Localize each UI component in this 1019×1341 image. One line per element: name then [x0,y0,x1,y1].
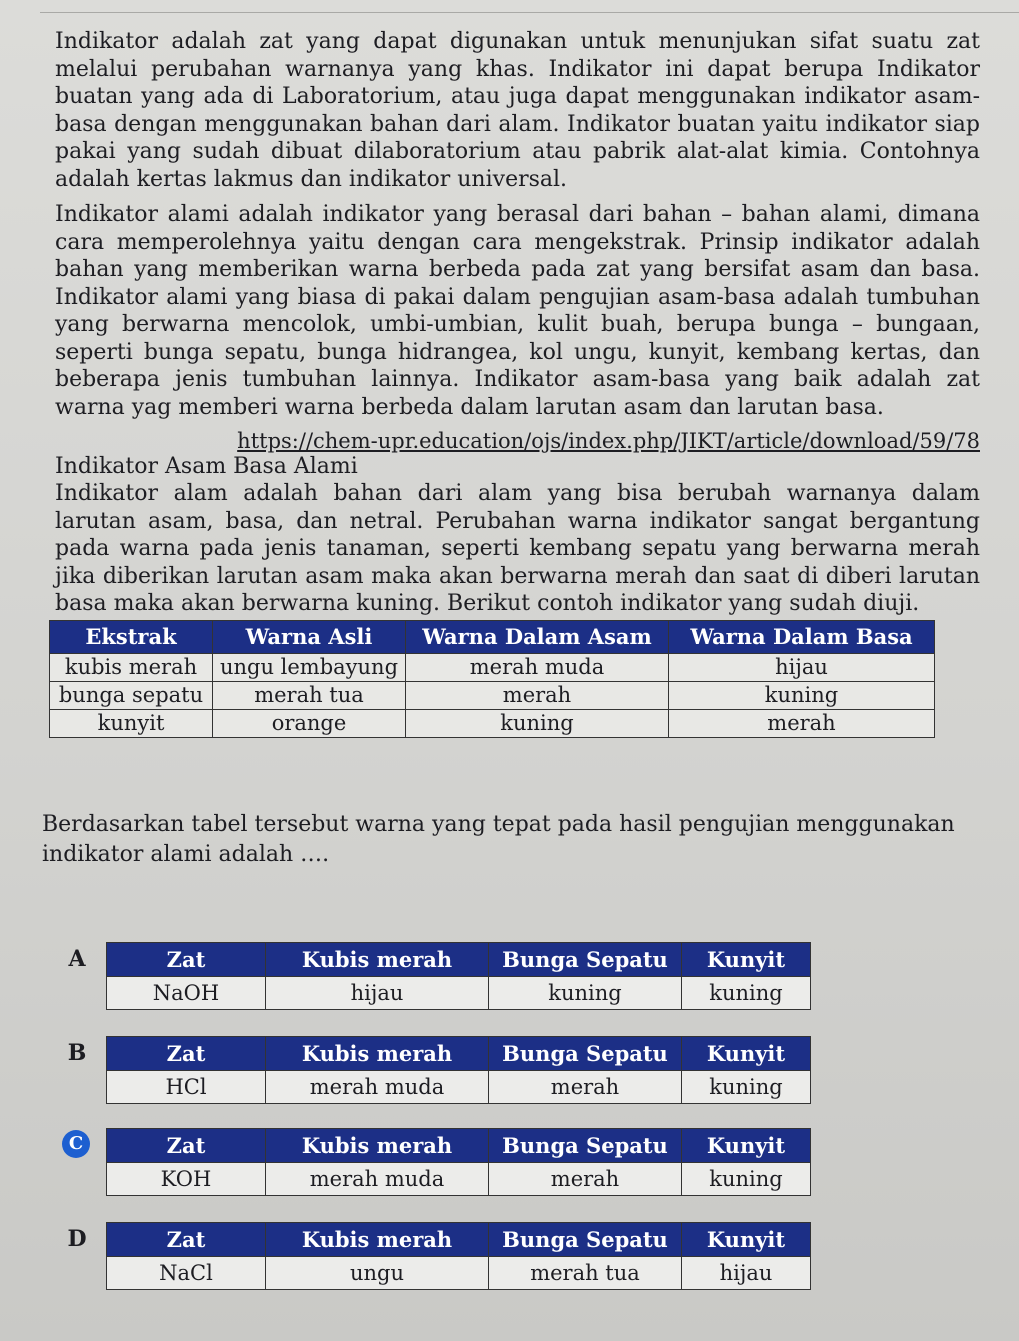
value-bunga-sepatu: kuning [489,977,682,1010]
header-kubis-merah: Kubis merah [266,943,489,977]
header-kunyit: Kunyit [682,1223,811,1257]
header-zat: Zat [107,1223,266,1257]
table-row [50,653,935,681]
value-kunyit: kuning [682,1071,811,1104]
table-header-row [50,620,935,653]
page-top-edge [40,12,1019,13]
paragraph-indikator-alam: Indikator alam adalah bahan dari alam yang bisa berubah warnanya dalam larutan asam, basa, dan netral. Perubahan warna indikator sangat bergantung pada warna pada jenis tanaman, seperti kembang sepatu yang berwarna merah jika diberikan larutan asam maka akan berwarna merah dan saat di diberi larutan basa maka akan berwarna kuning. Berikut contoh indikator yang sudah diuji. [55,481,980,616]
header-kubis-merah: Kubis merah [266,1223,489,1257]
option-letter-selected[interactable]: C [62,1130,90,1158]
option-header-row [107,1037,811,1071]
table-cell: merah [669,709,935,737]
value-bunga-sepatu: merah tua [489,1257,682,1290]
answer-option-a[interactable] [62,942,812,1008]
table-row [50,681,935,709]
option-header-row [107,943,811,977]
option-value-row [107,1257,811,1290]
table-row [50,709,935,737]
table-cell: merah [406,681,669,709]
header-zat: Zat [107,943,266,977]
value-zat: KOH [107,1163,266,1196]
header-kunyit: Kunyit [682,943,811,977]
option-letter[interactable]: A [68,946,86,972]
option-table [106,1222,811,1290]
header-warna-asam: Warna Dalam Asam [406,620,669,653]
value-kubis-merah: merah muda [266,1163,489,1196]
value-bunga-sepatu: merah [489,1071,682,1104]
paragraph-indikator-alami: Indikator alami adalah indikator yang berasal dari bahan – bahan alami, dimana cara memperolehnya yaitu dengan cara mengekstrak. Prinsip indikator adalah bahan yang memberikan warna berbeda pada zat yang bersifat asam dan basa. Indikator alami yang biasa di pakai dalam pengujian asam-basa adalah tumbuhan yang berwarna mencolok, umbi-umbian, kulit buah, berupa bunga – bungaan, seperti bunga sepatu, bunga hidrangea, kol ungu, kunyit, kembang kertas, dan beberapa jenis tumbuhan lainnya. Indikator asam-basa yang baik adalah zat warna yag memberi warna berbeda dalam larutan asam dan larutan basa. [55,202,980,420]
header-warna-asli: Warna Asli [213,620,406,653]
table-cell: merah muda [406,653,669,681]
answer-option-d[interactable] [62,1222,812,1288]
table-cell: bunga sepatu [50,681,213,709]
table-cell: kunyit [50,709,213,737]
option-table [106,1036,811,1104]
value-bunga-sepatu: merah [489,1163,682,1196]
header-warna-basa: Warna Dalam Basa [669,620,935,653]
header-kubis-merah: Kubis merah [266,1129,489,1163]
header-bunga-sepatu: Bunga Sepatu [489,1037,682,1071]
value-kunyit: kuning [682,977,811,1010]
paragraph-indikator-buatan: Indikator adalah zat yang dapat digunakan untuk menunjukan sifat suatu zat melalui perubahan warnanya yang khas. Indikator ini dapat berupa Indikator buatan yang ada di Laboratorium, atau juga dapat menggunakan indikator asam-basa dengan menggunakan bahan dari alam. Indikator buatan yaitu indikator siap pakai yang sudah dibuat dilaboratorium atau pabrik alat-alat kimia. Contohnya adalah kertas lakmus dan indikator universal. [55,29,980,192]
question-text: Berdasarkan tabel tersebut warna yang tepat pada hasil pengujian menggunakan indikator alami adalah …. [42,812,955,867]
section-subheading: Indikator Asam Basa Alami [55,454,358,479]
header-bunga-sepatu: Bunga Sepatu [489,1223,682,1257]
option-value-row [107,1071,811,1104]
header-bunga-sepatu: Bunga Sepatu [489,1129,682,1163]
table-cell: kuning [406,709,669,737]
option-value-row [107,1163,811,1196]
value-kubis-merah: hijau [266,977,489,1010]
option-letter[interactable]: B [67,1040,87,1066]
table-cell: orange [213,709,406,737]
table-cell: merah tua [213,681,406,709]
value-kunyit: kuning [682,1163,811,1196]
table-cell: ungu lembayung [213,653,406,681]
value-kubis-merah: merah muda [266,1071,489,1104]
value-zat: HCl [107,1071,266,1104]
header-zat: Zat [107,1129,266,1163]
option-table [106,1128,811,1196]
value-kubis-merah: ungu [266,1257,489,1290]
answer-option-b[interactable] [62,1036,812,1102]
value-kunyit: hijau [682,1257,811,1290]
option-value-row [107,977,811,1010]
article-body [55,28,980,738]
table-cell: hijau [669,653,935,681]
header-kunyit: Kunyit [682,1037,811,1071]
option-letter[interactable]: D [67,1226,87,1252]
source-link[interactable]: https://chem-upr.education/ojs/index.php/JIKT/article/download/59/78 [237,429,980,453]
option-table [106,942,811,1010]
answer-option-c[interactable] [62,1128,812,1194]
option-header-row [107,1223,811,1257]
header-kunyit: Kunyit [682,1129,811,1163]
table-cell: kubis merah [50,653,213,681]
option-header-row [107,1129,811,1163]
header-zat: Zat [107,1037,266,1071]
value-zat: NaCl [107,1257,266,1290]
header-bunga-sepatu: Bunga Sepatu [489,943,682,977]
header-kubis-merah: Kubis merah [266,1037,489,1071]
value-zat: NaOH [107,977,266,1010]
reference-indicator-table [49,620,935,738]
header-ekstrak: Ekstrak [50,620,213,653]
table-cell: kuning [669,681,935,709]
